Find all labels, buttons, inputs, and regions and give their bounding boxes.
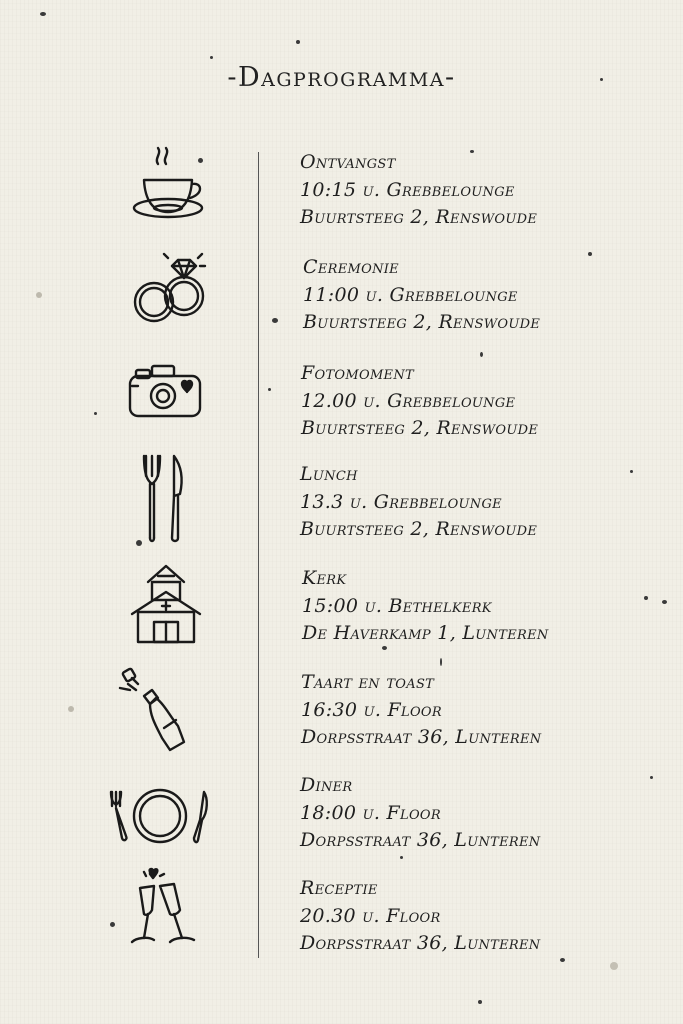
paper-speck <box>268 388 271 391</box>
program-item-ontvangst <box>300 149 670 232</box>
event-time: 16:30 u. Floor <box>301 698 442 721</box>
event-name: Diner <box>300 774 353 796</box>
event-address: Dorpsstraat 36, Lunteren <box>300 829 541 851</box>
paper-speck <box>210 56 213 59</box>
program-item-receptie <box>300 875 670 958</box>
event-address: Buurtsteeg 2, Renswoude <box>303 311 541 333</box>
paper-speck <box>610 962 618 970</box>
dinner-plate-icon <box>108 772 226 868</box>
coffee-cup-icon <box>108 150 226 246</box>
event-address: Buurtsteeg 2, Renswoude <box>300 206 538 228</box>
event-name: Taart en toast <box>301 671 435 693</box>
paper-speck <box>272 318 278 323</box>
timeline-divider <box>258 152 259 958</box>
program-item-lunch <box>300 461 670 544</box>
paper-speck <box>480 352 483 357</box>
fork-knife-icon <box>108 454 226 550</box>
champagne-bottle-icon <box>108 660 226 756</box>
event-time: 15:00 u. Bethelkerk <box>302 594 492 617</box>
event-time: 13.3 u. Grebbelounge <box>300 490 502 513</box>
paper-speck <box>440 658 442 666</box>
program-item-fotomoment <box>301 360 671 443</box>
event-time: 12.00 u. Grebbelounge <box>301 389 516 412</box>
wedding-rings-icon <box>108 252 226 348</box>
event-address: Buurtsteeg 2, Renswoude <box>301 417 539 439</box>
champagne-glasses-icon <box>108 862 226 958</box>
page-title: -Dagprogramma- <box>227 62 456 93</box>
event-address: Dorpsstraat 36, Lunteren <box>300 932 541 954</box>
event-time: 20.30 u. Floor <box>300 904 441 927</box>
event-name: Ceremonie <box>303 256 399 278</box>
paper-speck <box>94 412 97 415</box>
paper-speck <box>560 958 565 962</box>
event-name: Receptie <box>300 877 378 899</box>
paper-speck <box>36 292 42 298</box>
event-time: 11:00 u. Grebbelounge <box>303 283 518 306</box>
program-item-ceremonie <box>303 254 673 337</box>
event-time: 10:15 u. Grebbelounge <box>300 178 515 201</box>
program-item-diner <box>300 772 670 855</box>
event-address: Dorpsstraat 36, Lunteren <box>301 726 542 748</box>
paper-speck <box>478 1000 482 1004</box>
event-address: Buurtsteeg 2, Renswoude <box>300 518 538 540</box>
event-name: Ontvangst <box>300 151 396 173</box>
program-item-kerk <box>302 565 672 648</box>
paper-speck <box>400 856 403 859</box>
program-item-taart-en-toast <box>301 669 671 752</box>
event-name: Lunch <box>300 463 358 485</box>
paper-speck <box>296 40 300 44</box>
event-address: De Haverkamp 1, Lunteren <box>302 622 549 644</box>
paper-speck <box>40 12 46 16</box>
event-name: Kerk <box>302 567 347 589</box>
camera-icon <box>108 358 226 454</box>
paper-speck <box>68 706 74 712</box>
event-time: 18:00 u. Floor <box>300 801 441 824</box>
church-icon <box>108 556 226 652</box>
event-name: Fotomoment <box>301 362 414 384</box>
